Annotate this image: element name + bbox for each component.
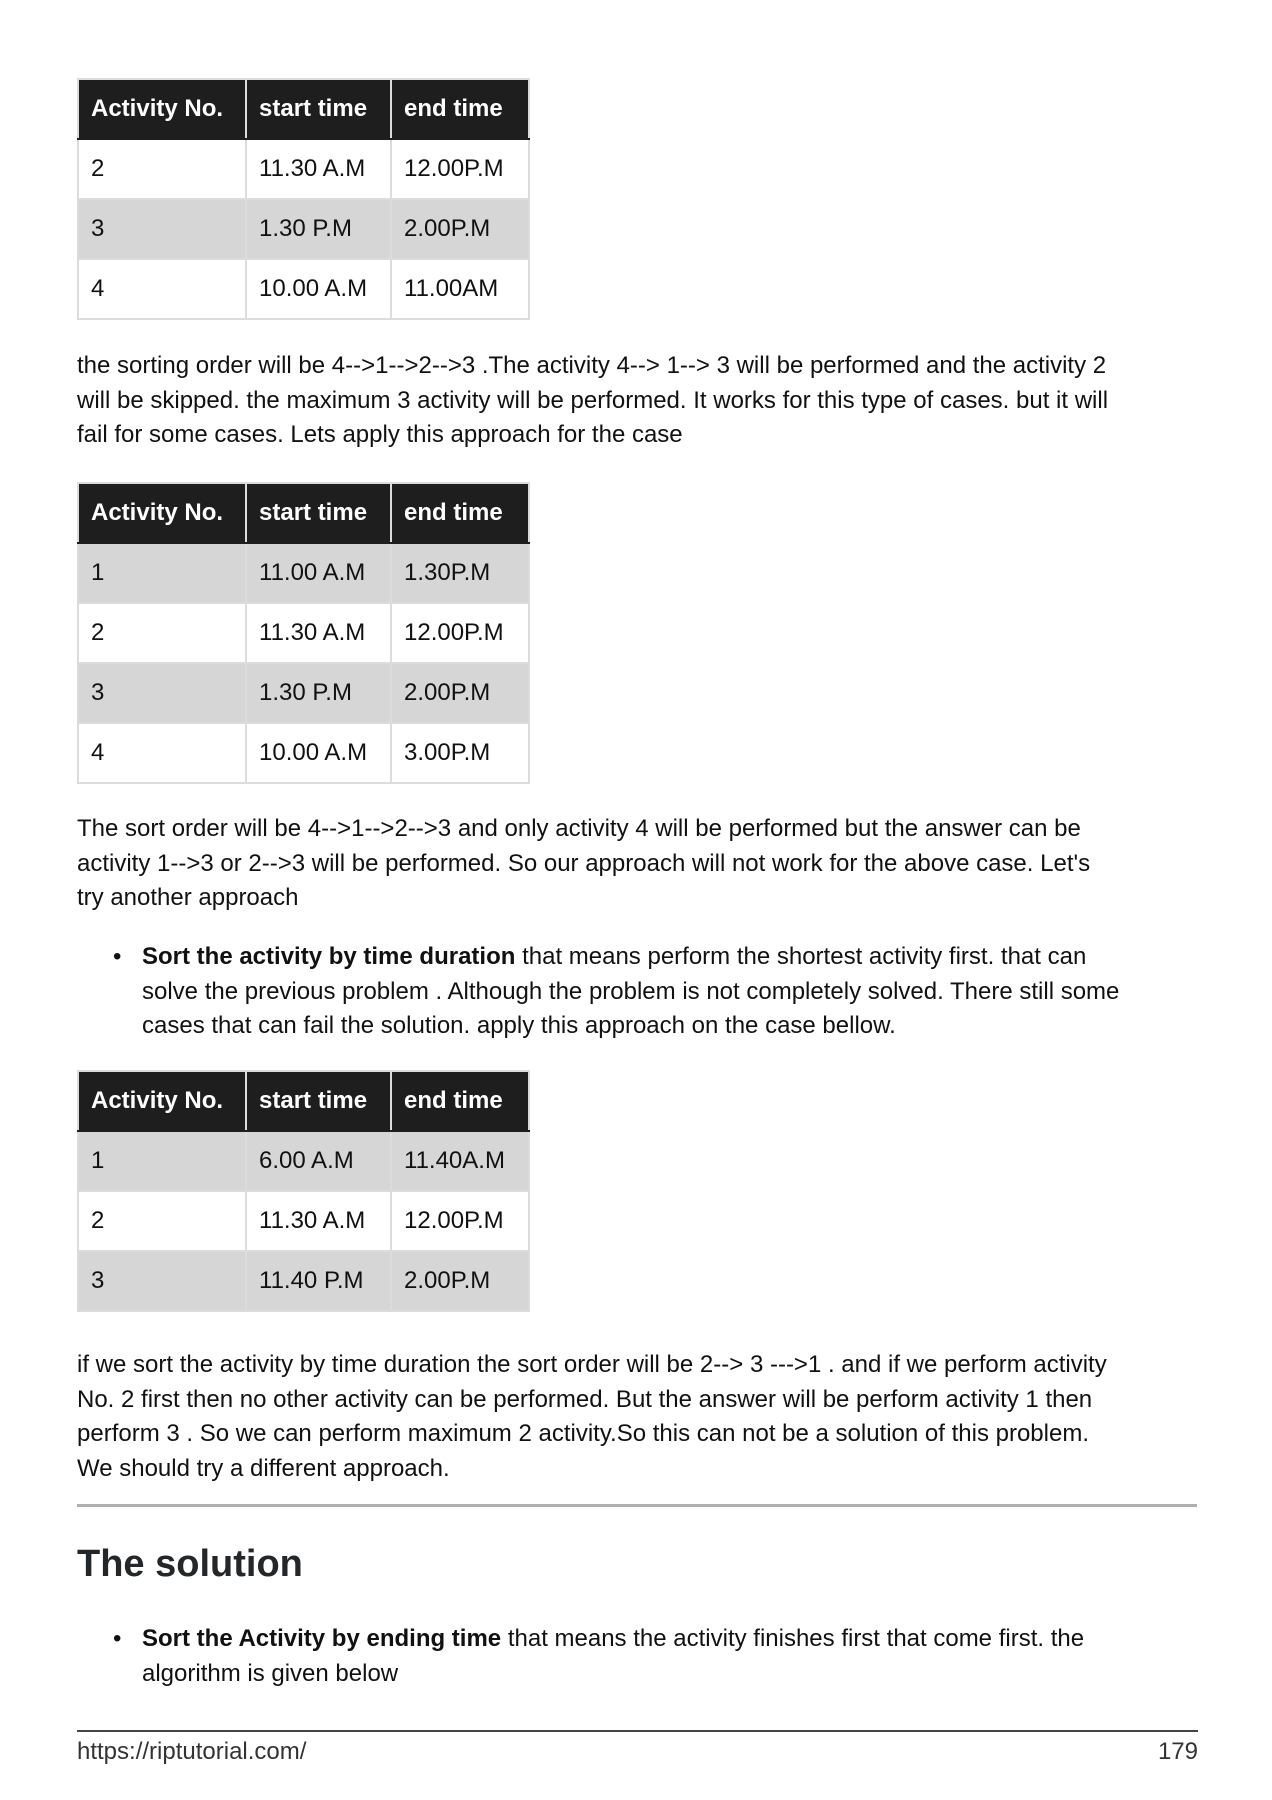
header-activity-no: Activity No. [78,483,246,543]
activity-table-3 [77,1070,530,1312]
cell-start-time: 1.30 P.M [246,199,391,259]
cell-end-time: 2.00P.M [391,663,529,723]
cell-start-time: 6.00 A.M [246,1131,391,1191]
section-divider [77,1504,1197,1507]
cell-activity-no: 2 [78,1191,246,1251]
header-activity-no: Activity No. [78,1071,246,1131]
table-row [78,1191,529,1251]
cell-end-time: 12.00P.M [391,139,529,199]
paragraph-line: perform 3 . So we can perform maximum 2 activity.So this can not be a solution of this problem. [77,1420,1089,1447]
cell-activity-no: 1 [78,1131,246,1191]
cell-activity-no: 2 [78,603,246,663]
paragraph-line: will be skipped. the maximum 3 activity will be performed. It works for this type of cases. but it will [77,386,1109,414]
cell-end-time: 11.40A.M [391,1131,529,1191]
header-end-time: end time [391,1071,529,1131]
cell-end-time: 11.00AM [391,259,529,319]
bullet-sort-by-duration [113,940,1203,1044]
cell-start-time: 1.30 P.M [246,663,391,723]
cell-activity-no: 3 [78,199,246,259]
paragraph-line: fail for some cases. Lets apply this approach for the case [77,421,683,448]
bullet-line [142,940,1203,975]
cell-activity-no: 3 [78,1251,246,1311]
cell-activity-no: 3 [78,663,246,723]
table-row [78,259,529,319]
cell-end-time: 3.00P.M [391,723,529,783]
cell-end-time: 12.00P.M [391,603,529,663]
cell-start-time: 11.40 P.M [246,1251,391,1311]
header-activity-no: Activity No. [78,79,246,139]
paragraph-line: activity 1-->3 or 2-->3 will be performed. So our approach will not work for the above case. Let's [77,849,1091,877]
cell-end-time: 12.00P.M [391,1191,529,1251]
bullet-text: that means perform the shortest activity first. that can [515,943,1087,970]
paragraph-duration-fail [77,1348,1197,1486]
table-header-row [78,1071,529,1131]
table-header-row [78,483,529,543]
paragraph-line: try another approach [77,884,299,911]
bullet-line: cases that can fail the solution. apply this approach on the case bellow. [142,1012,896,1039]
table-row [78,1131,529,1191]
header-end-time: end time [391,483,529,543]
paragraph-line: The sort order will be 4-->1-->2-->3 and only activity 4 will be performed but the answer can be [77,815,1081,842]
bullet-icon: • [113,943,122,970]
cell-start-time: 10.00 A.M [246,723,391,783]
table-row [78,663,529,723]
table-row [78,199,529,259]
cell-start-time: 11.30 A.M [246,603,391,663]
cell-start-time: 11.30 A.M [246,1191,391,1251]
table-row [78,1251,529,1311]
cell-activity-no: 1 [78,543,246,603]
cell-activity-no: 2 [78,139,246,199]
footer-divider [77,1730,1198,1732]
table-row [78,139,529,199]
cell-end-time: 2.00P.M [391,199,529,259]
activity-table-1 [77,78,530,320]
paragraph-line: the sorting order will be 4-->1-->2-->3 .The activity 4--> 1--> 3 will be performed and the activity 2 [77,352,1107,379]
cell-activity-no: 4 [78,723,246,783]
cell-start-time: 11.00 A.M [246,543,391,603]
activity-table-2 [77,482,530,784]
footer-url[interactable]: https://riptutorial.com/ [77,1738,307,1765]
bullet-text: that means the activity finishes first that come first. the [501,1625,1085,1652]
table-row [78,543,529,603]
section-heading: The solution [77,1543,303,1585]
table-row [78,603,529,663]
paragraph-sort-order-fail [77,812,1197,916]
cell-activity-no: 4 [78,259,246,319]
header-end-time: end time [391,79,529,139]
table-row [78,723,529,783]
paragraph-sorting-order [77,349,1197,453]
paragraph-line: No. 2 first then no other activity can be performed. But the answer will be perform activity 1 then [77,1385,1093,1413]
bullet-line: algorithm is given below [142,1659,399,1687]
bullet-bold-term: Sort the activity by time duration [142,943,516,970]
cell-start-time: 10.00 A.M [246,259,391,319]
bullet-icon: • [113,1625,122,1652]
header-start-time: start time [246,483,391,543]
bullet-bold-term: Sort the Activity by ending time [142,1625,502,1652]
bullet-line [142,1622,1203,1657]
page-number: 179 [1157,1738,1198,1765]
table-header-row [78,79,529,139]
bullet-sort-by-ending-time [113,1622,1203,1691]
bullet-line: solve the previous problem . Although the problem is not completely solved. There still some [142,977,1120,1005]
paragraph-line: We should try a different approach. [77,1454,450,1482]
cell-end-time: 2.00P.M [391,1251,529,1311]
header-start-time: start time [246,79,391,139]
header-start-time: start time [246,1071,391,1131]
cell-start-time: 11.30 A.M [246,139,391,199]
cell-end-time: 1.30P.M [391,543,529,603]
paragraph-line: if we sort the activity by time duration the sort order will be 2--> 3 --->1 . and if we perform activity [77,1351,1107,1378]
